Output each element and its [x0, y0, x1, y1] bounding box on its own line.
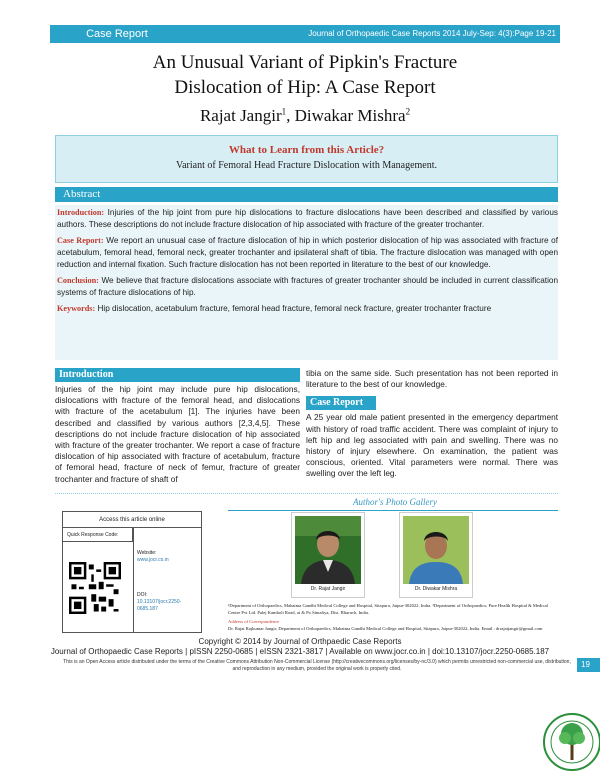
author-1: Rajat Jangir	[199, 106, 282, 125]
conclusion-text: We believe that fracture dislocations associate with fractures of greater trochanter should be included in current classification systems of fracture dislocations of hip.	[57, 276, 558, 297]
gallery-title: Author's Photo Gallery	[353, 497, 437, 507]
author-1-caption: Dr. Rajat Jangir	[310, 586, 346, 592]
left-column	[55, 368, 300, 485]
keywords-text: Hip dislocation, acetabulum fracture, femoral head fracture, femoral neck fracture, greater trochanter fracture	[97, 304, 492, 313]
doi-label: DOI:	[137, 592, 148, 598]
article-title	[40, 50, 570, 100]
access-heading: Access this article online	[63, 512, 201, 528]
title-line-2: Dislocation of Hip: A Case Report	[174, 77, 436, 98]
section-divider	[55, 493, 558, 494]
introduction-body: Injuries of the hip joint may include pure hip dislocations, dislocations with fracture of the femoral head, and dislocations with fracture of the acetabulum [1]. The injuries have been described and classified by various authors [2,3,4,5]. These descriptions do not include fracture dislocation of hip associated with fracture of the greater trochanter. We report a case of fracture dislocation of hip associated with fracture of acetabulum, fracture of femoral head, fracture of neck of femur, fracture of greater trochanter and fracture of shaft of	[55, 384, 300, 484]
affiliations	[228, 603, 558, 632]
abstract-body	[55, 205, 558, 360]
abstract-introduction	[57, 207, 558, 231]
author-list	[40, 106, 570, 126]
right-column	[306, 368, 558, 480]
title-line-1: An Unusual Variant of Pipkin's Fracture	[152, 52, 458, 73]
author-2-caption: Dr. Diwakar Mishra	[414, 586, 458, 592]
case-report-text: We report an unusual case of fracture dislocation of hip in which posterior dislocation of hip was associated with fracture of acetabulum, femoral head, femoral neck, greater trochanter and ipsilateral shaft of tibia. The fracture dislocation was managed with open reduction and internal fixation. Such fracture dislocation has not been reported in literature to the best of our knowledge.	[57, 236, 559, 269]
gallery-rule	[228, 510, 558, 511]
author-photo-2	[399, 512, 473, 598]
introduction-continuation: tibia on the same side. Such presentation has not been reported in literature to the best of our knowledge.	[306, 368, 558, 390]
author-separator: ,	[286, 106, 295, 125]
learning-heading: What to Learn from this Article?	[228, 144, 385, 156]
abstract-keywords	[57, 303, 558, 315]
abstract-heading: Abstract	[55, 187, 558, 202]
journal-seal-icon	[538, 706, 600, 776]
author-2-portrait-icon	[403, 516, 469, 584]
section-label: Case Report	[86, 28, 148, 40]
access-details	[133, 528, 202, 632]
case-report-heading: Case Report	[306, 396, 376, 410]
introduction-text: Injuries of the hip joint from pure hip dislocations to fracture dislocations have been described and classified by various authors. These descriptions do not include fracture dislocation of hip associated with fracture of the greater trochanter.	[57, 208, 558, 229]
introduction-label: Introduction:	[57, 208, 105, 217]
author-photo-1	[291, 512, 365, 598]
affiliation-text: ¹Department of Orthopaedics, Mahatma Gandhi Medical College and Hospital, Sitapura, Jaipur-302022. India. ²Department of Orthopaedics, Pure Health Hospital & Medical Centre Pvt Ltd. Palej Kamboli Road, at & Po Simaliya, Dist. Bharuch, India.	[228, 603, 548, 615]
case-report-label: Case Report:	[57, 236, 104, 245]
correspondence-text: Dr. Rajat Rajkumar Jangir, Department of Orthopaedics, Mahatma Gandhi Medical College and Hospital, Sitapura, Jaipur-302022, India. Email : drrajatjangir@gmail.com	[228, 625, 543, 631]
page-number: 19	[577, 658, 600, 672]
abstract-conclusion	[57, 275, 558, 299]
journal-citation-header: Journal of Orthopaedic Case Reports 2014 July-Sep: 4(3):Page 19-21	[308, 29, 556, 38]
abstract-case-report	[57, 235, 558, 271]
access-online-box	[62, 511, 202, 633]
doi-link[interactable]: 10.13107/jocr.2250-0685.187	[137, 599, 182, 612]
author-1-affiliation: 1	[281, 106, 287, 117]
case-report-body: A 25 year old male patient presented in the emergency department with history of road traffic accident. There was complaint of injury to left hip and leg associated with pain and swelling. There was no history of injury elsewhere. On examination, the patient was conscious, oriented. Vital parameters were normal. There was swelling over the left leg.	[306, 412, 558, 479]
website-label: Website:	[137, 550, 157, 556]
correspondence-label: Address of Correspondence	[228, 619, 280, 624]
learning-box	[55, 135, 558, 183]
keywords-label: Keywords:	[57, 304, 96, 313]
website-link[interactable]: www.jocr.co.in	[137, 557, 169, 563]
introduction-heading: Introduction	[55, 368, 300, 382]
author-2-affiliation: 2	[405, 106, 411, 117]
copyright-line: Copyright © 2014 by Journal of Orthpaedic Case Reports	[198, 637, 402, 646]
author-1-portrait-icon	[295, 516, 361, 584]
learning-text: Variant of Femoral Head Fracture Dislocation with Management.	[175, 160, 438, 171]
conclusion-label: Conclusion:	[57, 276, 99, 285]
license-text: This is an Open Access article distributed under the terms of the Creative Commons Attribution Non-Commercial License (http://creativecommons.org/licenses/by-nc/3.0) which permits unrestricted non-commercial use, distribution, and reproduction in any medium, provided the original work is properly cited.	[63, 659, 571, 672]
citation-line: Journal of Orthopaedic Case Reports | pISSN 2250-0685 | eISSN 2321-3817 | Available on www.jocr.co.in | doi:10.13107/jocr.2250-0685.187	[50, 647, 550, 656]
qr-code-icon[interactable]	[69, 562, 121, 614]
qr-code-label: Quick Response Code:	[63, 528, 133, 542]
author-2: Diwakar Mishra	[294, 106, 406, 125]
